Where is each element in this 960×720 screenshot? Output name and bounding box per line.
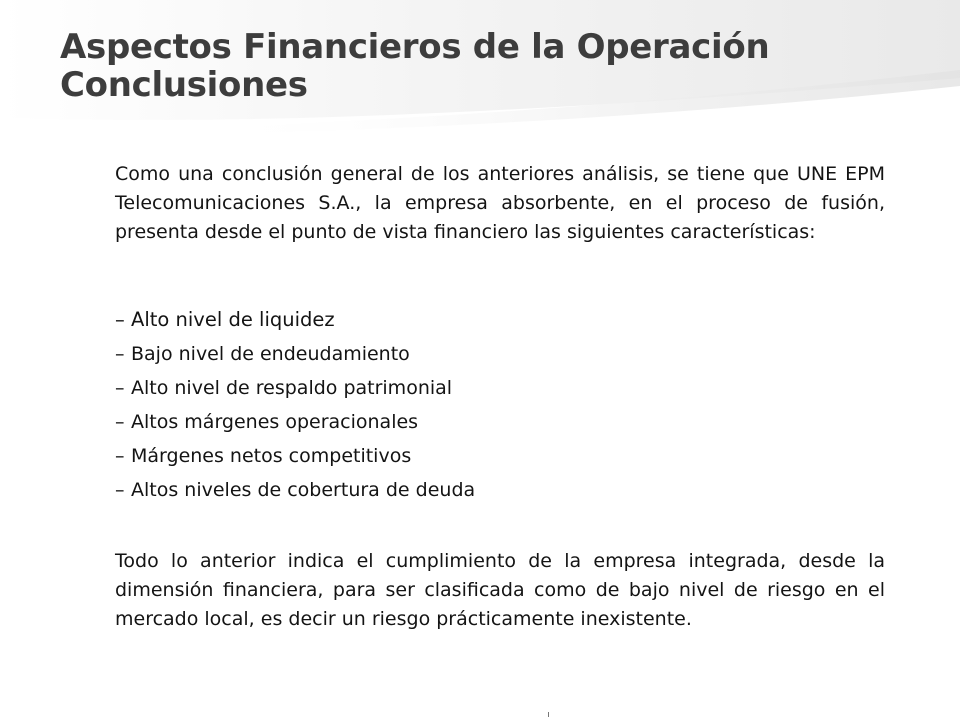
- slide-title-line-1: Aspectos Financieros de la Operación: [60, 27, 770, 67]
- slide-content: [115, 160, 885, 634]
- dash-marker: –: [115, 411, 125, 433]
- trait-list: [115, 303, 885, 507]
- list-item: [115, 405, 885, 439]
- list-item-text: Bajo nivel de endeudamiento: [131, 343, 410, 365]
- list-item-text: Márgenes netos competitivos: [131, 445, 412, 467]
- slide-title-line-2: Conclusiones: [60, 65, 308, 105]
- dash-marker: –: [115, 308, 125, 331]
- list-item-text: Altos márgenes operacionales: [131, 411, 419, 433]
- intro-paragraph: Como una conclusión general de los anteriores análisis, se tiene que UNE EPM Telecomunicaciones S.A., la empresa absorbente, en el proceso de fusión, presenta desde el punto de vista financiero las siguientes características:: [115, 163, 885, 243]
- list-item: [115, 337, 885, 371]
- bottom-tick-mark: [548, 712, 549, 717]
- list-item: [115, 473, 885, 507]
- list-item: [115, 439, 885, 473]
- list-item: [115, 303, 885, 337]
- dash-marker: –: [115, 343, 125, 365]
- list-item: [115, 371, 885, 405]
- list-item-text: Altos niveles de cobertura de deuda: [131, 479, 476, 501]
- list-item-text: Alto nivel de liquidez: [131, 308, 335, 331]
- dash-marker: –: [115, 377, 125, 399]
- dash-marker: –: [115, 445, 125, 467]
- closing-paragraph: Todo lo anterior indica el cumplimiento de la empresa integrada, desde la dimensión financiera, para ser clasificada como de bajo nivel de riesgo en el mercado local, es decir un riesgo prácticamente inexistente.: [115, 550, 885, 630]
- list-item-text: Alto nivel de respaldo patrimonial: [131, 377, 453, 399]
- dash-marker: –: [115, 479, 125, 501]
- slide-title: [60, 28, 769, 104]
